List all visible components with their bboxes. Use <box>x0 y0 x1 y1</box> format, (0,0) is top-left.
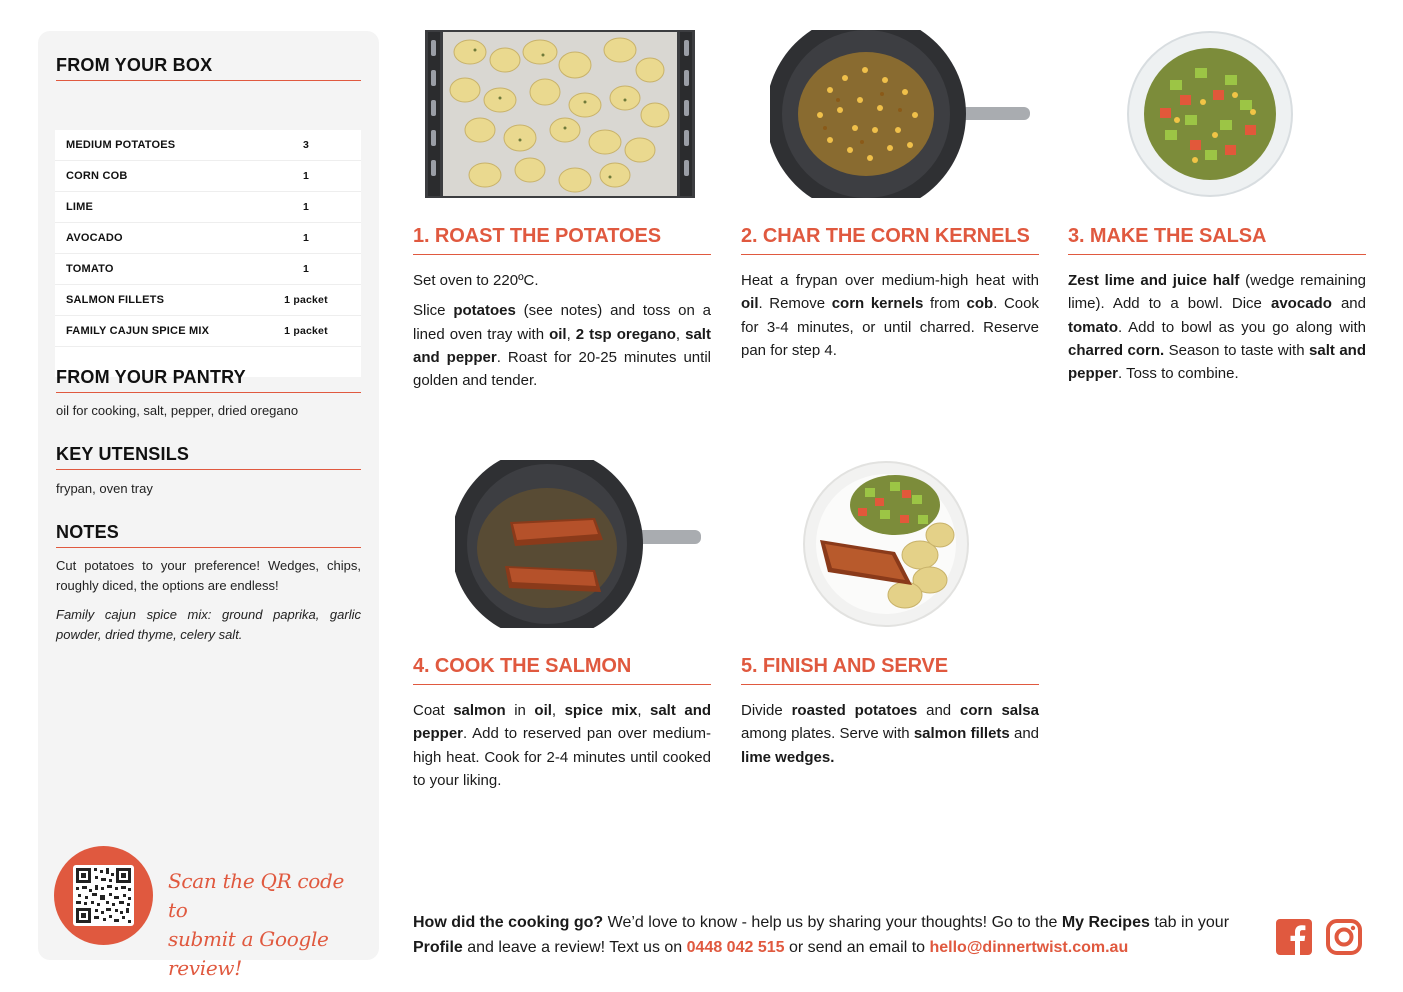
step-1-text <box>413 269 711 392</box>
phone-link[interactable]: 0448 042 515 <box>686 939 785 956</box>
step-5-text <box>741 699 1039 769</box>
step-4-title: 4. COOK THE SALMON <box>413 655 711 685</box>
finish-serve-photo <box>800 460 972 628</box>
ingredient-name: AVOCADO <box>66 232 123 244</box>
step-4-text <box>413 699 711 792</box>
facebook-icon <box>1275 918 1313 956</box>
ingredient-row <box>55 192 361 223</box>
char-corn-photo <box>770 30 1032 198</box>
qr-code-badge[interactable] <box>54 846 153 945</box>
step-paragraph: Slice potatoes (see notes) and toss on a lined oven tray with oil, 2 tsp oregano, salt and pepper. Roast for 20-25 minutes until golden and tender. <box>413 302 712 390</box>
step-paragraph: Set oven to 220ºC. <box>413 272 539 289</box>
from-your-pantry-title: FROM YOUR PANTRY <box>56 367 361 393</box>
ingredient-name: FAMILY CAJUN SPICE MIX <box>66 325 210 337</box>
email-link[interactable]: hello@dinnertwist.com.au <box>929 939 1129 956</box>
from-your-box-title: FROM YOUR BOX <box>56 55 361 81</box>
qr-code-icon <box>73 865 134 926</box>
ingredient-qty: 1 <box>302 263 310 275</box>
instagram-link[interactable] <box>1325 918 1363 956</box>
ingredient-name: CORN COB <box>66 170 128 182</box>
step-3-title: 3. MAKE THE SALSA <box>1068 225 1366 255</box>
step-2 <box>741 225 1039 369</box>
ingredient-qty: 3 <box>302 139 310 151</box>
qr-caption-line-2: submit a Google review! <box>168 927 329 980</box>
step-paragraph: Heat a frypan over medium-high heat with oil. Remove corn kernels from cob. Cook for 3-4 minutes, or until charred. Reserve pan for step 4. <box>741 272 1039 359</box>
ingredient-qty: 1 <box>302 232 310 244</box>
ingredient-row <box>55 285 361 316</box>
roast-potatoes-photo <box>425 30 695 198</box>
step-3-text <box>1068 269 1366 385</box>
notes-text: Cut potatoes to your preference! Wedges, chips, roughly diced, the options are endless! <box>56 558 361 593</box>
instagram-icon <box>1325 918 1363 956</box>
ingredient-name: LIME <box>66 201 94 213</box>
step-5-title: 5. FINISH AND SERVE <box>741 655 1039 685</box>
ingredient-name: MEDIUM POTATOES <box>66 139 176 151</box>
ingredients-sidebar <box>38 31 379 980</box>
cook-salmon-photo <box>455 460 703 628</box>
step-4 <box>413 655 711 799</box>
review-footer-text: How did the cooking go? We’d love to know - help us by sharing your thoughts! Go to the My Recipes tab in your Profile and leave a review! Text us on 0448 042 515 or send an email to hello@dinnertwist.com.au <box>413 914 1230 956</box>
step-3 <box>1068 225 1366 392</box>
ingredient-qty: 1 packet <box>284 294 328 306</box>
step-paragraph: Coat salmon in oil, spice mix, salt and pepper. Add to reserved pan over medium-high heat. Cook for 2-4 minutes until cooked to your liking. <box>413 702 712 789</box>
qr-review-caption <box>168 867 368 983</box>
notes-spice-text: Family cajun spice mix: ground paprika, garlic powder, dried thyme, celery salt. <box>56 607 361 642</box>
step-1-title: 1. ROAST THE POTATOES <box>413 225 711 255</box>
ingredient-row <box>55 130 361 161</box>
facebook-link[interactable] <box>1275 918 1313 956</box>
pantry-text: oil for cooking, salt, pepper, dried oregano <box>56 403 299 418</box>
ingredient-qty: 1 <box>302 170 310 182</box>
step-paragraph: Divide roasted potatoes and corn salsa among plates. Serve with salmon fillets and lime wedges. <box>741 702 1040 766</box>
utensils-text: frypan, oven tray <box>56 481 153 496</box>
qr-caption-line-1: Scan the QR code to <box>168 869 345 922</box>
ingredient-row <box>55 223 361 254</box>
step-1 <box>413 225 711 399</box>
key-utensils-title: KEY UTENSILS <box>56 444 361 470</box>
ingredient-qty: 1 <box>302 201 310 213</box>
ingredient-qty: 1 packet <box>284 325 328 337</box>
ingredient-name: SALMON FILLETS <box>66 294 165 306</box>
ingredient-name: TOMATO <box>66 263 114 275</box>
step-5 <box>741 655 1039 776</box>
ingredient-row <box>55 161 361 192</box>
salsa-bowl-photo <box>1125 30 1295 198</box>
ingredient-row <box>55 316 361 347</box>
box-ingredients-table <box>55 130 361 377</box>
qr-code[interactable] <box>73 865 134 926</box>
ingredient-row <box>55 254 361 285</box>
step-2-title: 2. CHAR THE CORN KERNELS <box>741 225 1039 255</box>
notes-title: NOTES <box>56 522 361 548</box>
step-2-text <box>741 269 1039 362</box>
step-paragraph: Zest lime and juice half (wedge remaining lime). Add to a bowl. Dice avocado and tomato. Add to bowl as you go along with charred corn. Season to taste with salt and pepper. Toss to combine. <box>1068 272 1367 383</box>
